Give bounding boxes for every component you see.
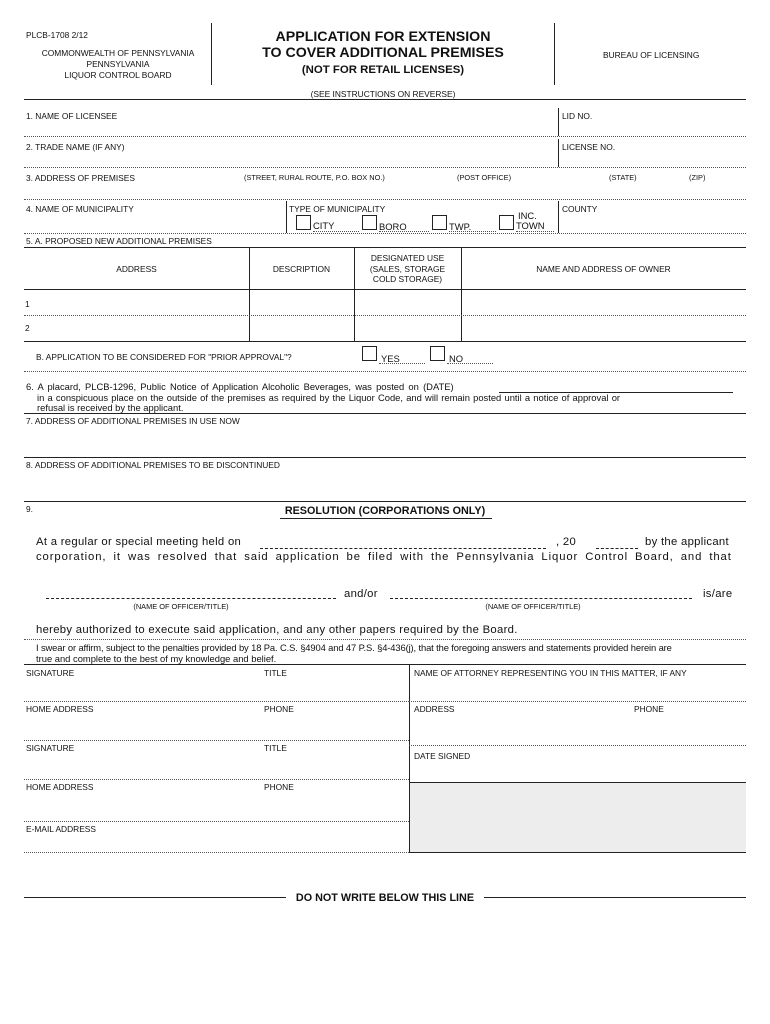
attorney-address-field[interactable]	[409, 745, 746, 746]
resolution-title: RESOLUTION (CORPORATIONS ONLY)	[284, 505, 486, 517]
inc-town-checkbox[interactable]	[499, 215, 514, 230]
form-id: PLCB-1708 2/12	[26, 30, 88, 40]
twp-option-label: TWP.	[449, 221, 472, 232]
is-are-label: is/are	[703, 588, 733, 600]
divider	[249, 247, 250, 342]
header-divider-right	[554, 23, 555, 85]
phone-1-label: PHONE	[264, 704, 294, 714]
rule	[447, 363, 493, 364]
address-of-premises-field[interactable]	[24, 199, 746, 200]
officer-caption-1: (NAME OF OFFICER/TITLE)	[133, 602, 229, 611]
divider	[558, 139, 559, 167]
date-signed-label: DATE SIGNED	[414, 751, 471, 761]
section-6-line-2: in a conspicuous place on the outside of the premises as required by the Liquor Code, and will remain posted until a notice of approval or	[37, 392, 621, 403]
attorney-name-field[interactable]	[409, 701, 746, 702]
rule	[24, 664, 746, 665]
section-8-field[interactable]	[24, 501, 746, 502]
rule	[379, 363, 425, 364]
rule	[24, 639, 746, 640]
name-of-licensee-field[interactable]	[24, 136, 746, 137]
signature-1-label: SIGNATURE	[26, 668, 75, 678]
county-label: COUNTY	[562, 204, 598, 214]
home-address-2-field[interactable]	[24, 821, 409, 822]
org-line-3: LIQUOR CONTROL BOARD	[64, 70, 172, 80]
date-signed-field[interactable]	[409, 782, 746, 783]
city-checkbox[interactable]	[296, 215, 311, 230]
officer-caption-2: (NAME OF OFFICER/TITLE)	[485, 602, 581, 611]
rule	[24, 413, 746, 414]
post-office-caption: (POST OFFICE)	[457, 173, 512, 182]
state-caption: (STATE)	[609, 173, 637, 182]
rule	[24, 247, 746, 248]
email-field[interactable]	[24, 852, 409, 853]
home-address-1-label: HOME ADDRESS	[26, 704, 94, 714]
bureau-label: BUREAU OF LICENSING	[603, 50, 700, 60]
section-7-field[interactable]	[24, 457, 746, 458]
col-owner-header: NAME AND ADDRESS OF OWNER	[536, 264, 671, 274]
row-1-number: 1	[25, 299, 30, 309]
rule	[516, 231, 554, 232]
rule	[24, 371, 746, 372]
footer-rule-left	[24, 897, 286, 898]
type-of-municipality-label: TYPE OF MUNICIPALITY	[289, 204, 386, 214]
resolution-line-1a: At a regular or special meeting held on	[36, 536, 242, 548]
municipality-field[interactable]	[24, 233, 746, 234]
inc-option-label: INC.	[518, 210, 537, 221]
prior-approval-question: B. APPLICATION TO BE CONSIDERED FOR "PRIOR APPROVAL"?	[36, 352, 292, 362]
boro-option-label: BORO	[379, 221, 407, 232]
meeting-date-field[interactable]	[260, 548, 546, 549]
divider	[409, 664, 410, 852]
town-option-label: TOWN	[516, 220, 545, 231]
rule	[449, 231, 496, 232]
officer-1-field[interactable]	[46, 598, 336, 599]
street-caption: (STREET, RURAL ROUTE, P.O. BOX NO.)	[244, 173, 385, 182]
form-title-3: (NOT FOR RETAIL LICENSES)	[301, 64, 465, 76]
section-6-line-3: refusal is received by the applicant.	[37, 402, 184, 413]
oath-line-1: I swear or affirm, subject to the penalties provided by 18 Pa. C.S. §4904 and 47 P.S. §4-436(j), that the foregoing answers and statements provided herein are	[36, 642, 672, 653]
trade-name-field[interactable]	[24, 167, 746, 168]
license-no-label: LICENSE NO.	[562, 142, 616, 152]
office-use-area	[409, 782, 746, 852]
year-field[interactable]	[596, 548, 638, 549]
city-option-label: CITY	[313, 220, 335, 231]
title-2-label: TITLE	[264, 743, 287, 753]
title-1-label: TITLE	[264, 668, 287, 678]
table-row[interactable]	[24, 341, 746, 342]
resolution-line-4: hereby authorized to execute said application, and any other papers required by the Board.	[36, 624, 518, 636]
row-2-number: 2	[25, 323, 30, 333]
prior-approval-no-checkbox[interactable]	[430, 346, 445, 361]
org-line-2: PENNSYLVANIA	[86, 59, 150, 69]
footer-rule-right	[484, 897, 746, 898]
section-6-line-1: 6. A placard, PLCB-1296, Public Notice of Application Alcoholic Beverages, was posted on (DATE)	[26, 381, 454, 392]
phone-2-label: PHONE	[264, 782, 294, 792]
section-5-heading: 5. A. PROPOSED NEW ADDITIONAL PREMISES	[26, 236, 212, 246]
section-8-label: 8. ADDRESS OF ADDITIONAL PREMISES TO BE DISCONTINUED	[26, 460, 280, 470]
prior-approval-yes-checkbox[interactable]	[362, 346, 377, 361]
trade-name-label: 2. TRADE NAME (IF ANY)	[26, 142, 125, 152]
yes-label: YES	[381, 353, 400, 364]
instructions-note: (SEE INSTRUCTIONS ON REVERSE)	[310, 89, 456, 99]
officer-2-field[interactable]	[390, 598, 692, 599]
rule	[24, 289, 746, 290]
attorney-phone-label: PHONE	[634, 704, 664, 714]
twp-checkbox[interactable]	[432, 215, 447, 230]
col-description-header: DESCRIPTION	[272, 264, 331, 274]
home-address-1-field[interactable]	[24, 740, 409, 741]
municipality-label: 4. NAME OF MUNICIPALITY	[26, 204, 134, 214]
no-label: NO	[449, 353, 464, 364]
section-9-number: 9.	[26, 504, 33, 514]
divider	[461, 247, 462, 342]
org-line-1: COMMONWEALTH OF PENNSYLVANIA	[41, 48, 195, 58]
col-address-header: ADDRESS	[116, 264, 157, 274]
section-7-label: 7. ADDRESS OF ADDITIONAL PREMISES IN USE NOW	[26, 416, 240, 426]
col-use-header-1: DESIGNATED USE	[370, 253, 445, 263]
home-address-2-label: HOME ADDRESS	[26, 782, 94, 792]
rule	[280, 518, 492, 519]
oath-line-2: true and complete to the best of my knowledge and belief.	[36, 653, 277, 664]
address-of-premises-label: 3. ADDRESS OF PREMISES	[26, 173, 135, 183]
header-divider-left	[211, 23, 212, 85]
signature-2-label: SIGNATURE	[26, 743, 75, 753]
resolution-line-2: corporation, it was resolved that said application be filed with the Pennsylvania Liquor Control Board, and that	[36, 551, 732, 563]
form-title-1: APPLICATION FOR EXTENSION	[275, 29, 491, 45]
resolution-line-1c: by the applicant	[645, 536, 729, 548]
divider	[286, 201, 287, 233]
divider	[558, 108, 559, 136]
boro-checkbox[interactable]	[362, 215, 377, 230]
signature-1-field[interactable]	[24, 701, 409, 702]
rule	[313, 231, 359, 232]
divider	[558, 201, 559, 233]
resolution-line-1b: , 20	[556, 536, 577, 548]
attorney-address-label: ADDRESS	[414, 704, 455, 714]
col-use-header-2: (SALES, STORAGE	[369, 264, 446, 274]
email-label: E-MAIL ADDRESS	[26, 824, 96, 834]
do-not-write-label: DO NOT WRITE BELOW THIS LINE	[295, 892, 475, 904]
rule	[379, 231, 429, 232]
zip-caption: (ZIP)	[689, 173, 706, 182]
signature-2-field[interactable]	[24, 779, 409, 780]
rule	[409, 852, 746, 853]
and-or-label: and/or	[344, 588, 378, 600]
attorney-label: NAME OF ATTORNEY REPRESENTING YOU IN THIS MATTER, IF ANY	[414, 668, 687, 678]
table-row[interactable]	[24, 315, 746, 316]
name-of-licensee-label: 1. NAME OF LICENSEE	[26, 111, 118, 121]
rule-top	[24, 99, 746, 100]
lid-no-label: LID NO.	[562, 111, 593, 121]
form-title-2: TO COVER ADDITIONAL PREMISES	[262, 45, 504, 61]
col-use-header-3: COLD STORAGE)	[372, 274, 443, 284]
